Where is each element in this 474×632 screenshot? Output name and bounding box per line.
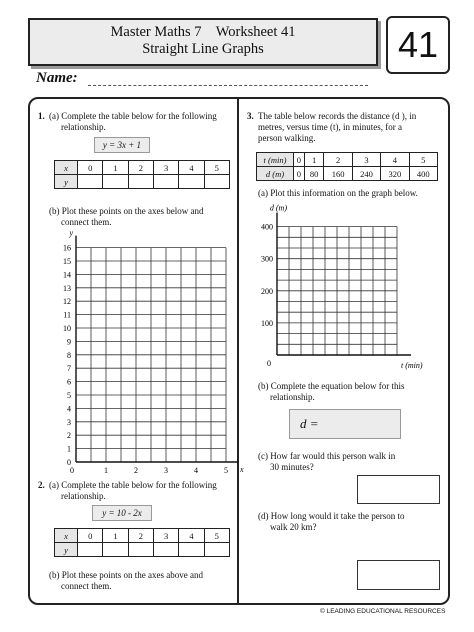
y-tick-label: 10 [63, 324, 71, 333]
graph-3-labels [261, 204, 423, 370]
q2-x-value: 1 [103, 529, 128, 543]
q2-part-b-cont: connect them. [61, 581, 112, 591]
q3-part-c: (c) How far would this person walk in [258, 451, 396, 461]
q2-x-value: 2 [128, 529, 153, 543]
x-tick-label: 2 [134, 466, 138, 475]
q1-y-cell[interactable] [153, 175, 178, 189]
q3-part-c-cont: 30 minutes? [270, 462, 314, 472]
q2-x-value: 5 [204, 529, 229, 543]
y-tick-label: 8 [67, 350, 71, 360]
q1-part-a: (a) Complete the table below for the following [49, 111, 217, 121]
q1-y-cell[interactable] [128, 175, 153, 189]
title-box [28, 18, 378, 66]
q3-d-value: 320 [381, 167, 409, 181]
y-tick-label: 9 [67, 337, 71, 347]
q1-part-b-cont: connect them. [61, 217, 112, 227]
y-tick-label: 12 [63, 297, 71, 307]
x-tick-label: 5 [224, 466, 228, 475]
q3-t-value: 4 [381, 153, 409, 167]
q1-y-cell[interactable] [78, 175, 103, 189]
q3-intro: The table below records the distance (d ), in [258, 111, 417, 121]
y-tick-label: 6 [67, 377, 71, 387]
q1-y-header: y [55, 175, 78, 189]
q2-x-value: 0 [78, 529, 103, 543]
y-axis-label: d (m) [269, 203, 287, 213]
name-label: Name: [36, 70, 78, 86]
q2-x-header: x [55, 529, 78, 543]
y-tick-label: 5 [67, 391, 71, 400]
q1-x-value: 3 [153, 161, 178, 175]
q3-d-value: 240 [352, 167, 380, 181]
q3-t-value: 0 [294, 153, 305, 167]
copyright-footer: © LEADING EDUCATIONAL RESOURCES [320, 608, 446, 615]
y-tick-label: 100 [261, 318, 273, 328]
q3-t-header: t (min) [257, 153, 294, 167]
q1-y-cell[interactable] [179, 175, 204, 189]
q3-part-d: (d) How long would it take the person to [258, 511, 405, 521]
q3-t-value: 1 [304, 153, 324, 167]
q2-y-header: y [55, 543, 78, 557]
q1-y-cell[interactable] [103, 175, 128, 189]
q3-intro-cont: metres, versus time (t), in minutes, for a [258, 122, 402, 132]
q3-part-b-cont: relationship. [270, 392, 315, 402]
x-axis-label: x [240, 465, 244, 474]
y-axis-label: y [69, 228, 73, 238]
q2-part-a-cont: relationship. [61, 491, 106, 501]
origin-label: 0 [70, 466, 74, 475]
q3-table [256, 152, 438, 181]
x-axis-label: t (min) [401, 361, 423, 370]
graph-3-grid [277, 213, 411, 355]
name-line[interactable] [88, 85, 368, 86]
q3-d-header: d (m) [257, 167, 294, 181]
q1-y-cell[interactable] [204, 175, 229, 189]
y-tick-label: 4 [67, 404, 71, 414]
graph-1-grid [76, 236, 238, 462]
q3d-answer-box[interactable] [357, 560, 440, 590]
q2-x-value: 3 [153, 529, 178, 543]
q1-x-value: 5 [204, 161, 229, 175]
q3-part-d-cont: walk 20 km? [270, 522, 317, 532]
q2-part-a: (a) Complete the table below for the following [49, 480, 217, 490]
q3-part-b: (b) Complete the equation below for this [258, 381, 405, 391]
q3-d-value: 160 [324, 167, 352, 181]
y-tick-label: 2 [67, 431, 71, 441]
q2-y-cell[interactable] [78, 543, 103, 557]
q1-x-value: 0 [78, 161, 103, 175]
q2-y-cell[interactable] [204, 543, 229, 557]
q3-t-value: 5 [409, 153, 437, 167]
y-tick-label: 15 [63, 257, 71, 266]
y-tick-label: 400 [261, 222, 273, 232]
q3-intro-cont: person walking. [258, 133, 316, 143]
graph-1[interactable] [48, 226, 244, 475]
x-tick-label: 4 [194, 466, 198, 475]
q2-part-b: (b) Plot these points on the axes above and [49, 570, 203, 580]
q1-x-header: x [55, 161, 78, 175]
q1-part-b: (b) Plot these points on the axes below and [49, 206, 204, 216]
q2-y-cell[interactable] [153, 543, 178, 557]
q2-y-cell[interactable] [103, 543, 128, 557]
y-tick-label: 3 [67, 417, 71, 427]
q3-t-value: 2 [324, 153, 352, 167]
q1-number: 1. [38, 111, 45, 121]
q1-x-value: 4 [179, 161, 204, 175]
graph-3[interactable] [252, 198, 442, 376]
y-tick-label: 200 [261, 286, 273, 296]
q1-table [54, 160, 230, 189]
graph-1-labels [63, 229, 244, 475]
x-tick-label: 3 [164, 466, 168, 475]
column-divider [237, 99, 239, 603]
y-tick-label: 0 [67, 458, 71, 467]
y-tick-label: 7 [67, 364, 71, 374]
y-tick-label: 11 [63, 310, 71, 320]
q2-y-cell[interactable] [179, 543, 204, 557]
equation-answer-box[interactable] [289, 409, 401, 439]
q3-part-a: (a) Plot this information on the graph below. [258, 188, 418, 198]
q1-equation: y = 3x + 1 [94, 137, 150, 153]
y-tick-label: 300 [261, 254, 273, 264]
q3-d-value: 80 [304, 167, 324, 181]
q3-d-value: 0 [294, 167, 305, 181]
worksheet-number: 41 [386, 16, 450, 74]
y-tick-label: 1 [67, 444, 71, 454]
q2-x-value: 4 [179, 529, 204, 543]
y-tick-label: 16 [63, 243, 71, 253]
x-tick-label: 1 [104, 466, 108, 475]
q3-number: 3. [247, 111, 254, 121]
q1-x-value: 2 [128, 161, 153, 175]
q2-table [54, 528, 230, 557]
q3c-answer-box[interactable] [357, 475, 440, 504]
equation-prefix: d = [300, 416, 319, 431]
origin-label: 0 [267, 359, 271, 368]
y-tick-label: 13 [63, 283, 71, 293]
worksheet-subtitle: Straight Line Graphs [142, 41, 264, 57]
q1-x-value: 1 [103, 161, 128, 175]
q2-y-cell[interactable] [128, 543, 153, 557]
q3-t-value: 3 [352, 153, 380, 167]
y-tick-label: 14 [63, 270, 71, 280]
q2-number: 2. [38, 480, 45, 490]
q2-equation: y = 10 - 2x [92, 505, 152, 521]
q3-d-value: 400 [409, 167, 437, 181]
q1-part-a-cont: relationship. [61, 122, 106, 132]
worksheet-title: Master Maths 7 Worksheet 41 [110, 24, 296, 40]
